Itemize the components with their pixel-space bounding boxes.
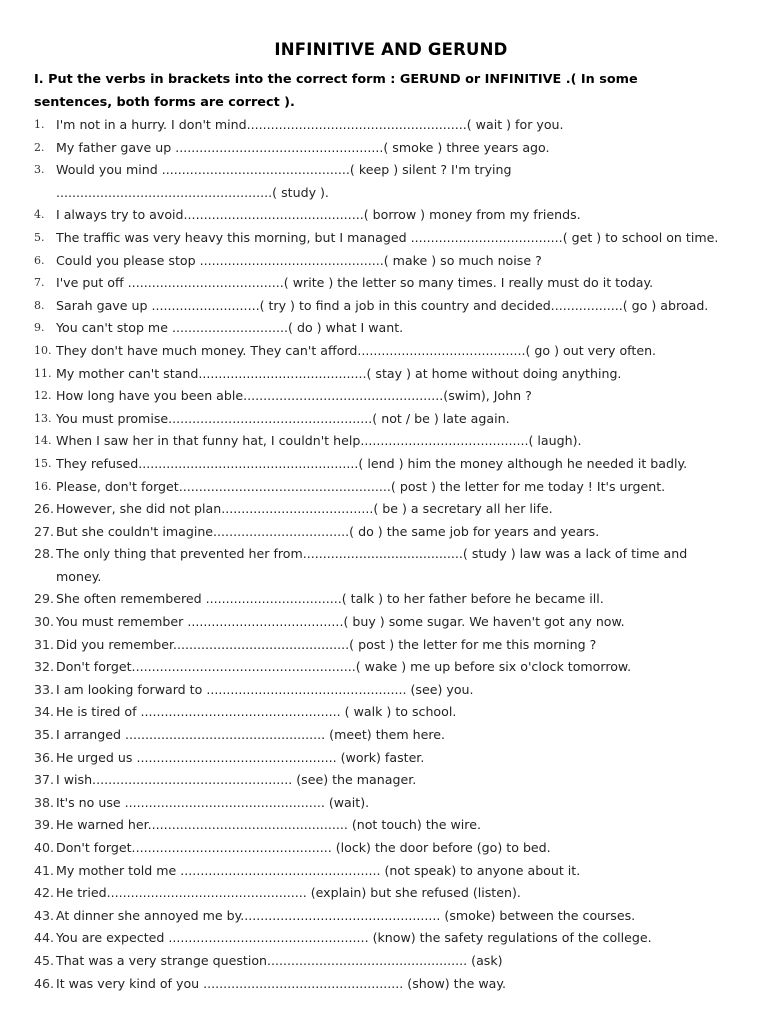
exercise-sentence: It was very kind of you .................................................. (show) the way. <box>56 975 507 991</box>
exercise-item <box>34 656 748 679</box>
exercise-sentence: He is tired of .................................................. ( walk ) to school. <box>56 704 457 720</box>
exercise-item <box>34 430 748 453</box>
exercise-number: 37. <box>34 772 55 788</box>
exercise-item <box>34 950 748 973</box>
exercise-number: 36. <box>34 749 55 765</box>
exercise-sentence: My mother told me .................................................. (not speak) to anyone about it. <box>56 862 581 878</box>
exercise-number: 13. <box>34 411 52 425</box>
exercise-number: 40. <box>34 840 55 855</box>
exercise-sentence: I've put off .......................................( write ) the letter so many times. I really must do it today. <box>56 275 654 291</box>
exercise-number: 4. <box>34 208 45 222</box>
exercise-number: 38. <box>34 794 55 810</box>
exercise-sentence: Sarah gave up ...........................( try ) to find a job in this country and decided..................( go ) abroad. <box>56 297 709 313</box>
exercise-item <box>34 385 748 408</box>
exercise-item <box>34 317 748 340</box>
exercise-item <box>34 860 748 883</box>
exercise-sentence: It's no use .................................................. (wait). <box>56 794 370 810</box>
exercise-item <box>34 905 748 928</box>
exercise-number: 16. <box>34 479 52 493</box>
exercise-number: 45. <box>34 952 55 968</box>
exercise-item <box>34 588 748 611</box>
exercise-sentence: I arranged .................................................. (meet) them here. <box>56 727 446 743</box>
exercise-sentence: You can't stop me .............................( do ) what I want. <box>56 320 404 336</box>
exercise-number: 6. <box>34 253 45 267</box>
exercise-item <box>34 747 748 770</box>
exercise-number: 5. <box>34 230 45 244</box>
exercise-sentence: My father gave up ....................................................( smoke ) three years ago. <box>56 139 550 155</box>
exercise-number: 31. <box>34 636 55 652</box>
exercise-sentence: She often remembered ..................................( talk ) to her father before he became ill. <box>56 591 604 607</box>
exercise-sentence: Please, don't forget.....................................................( post ) the letter for me today ! It's urgent. <box>56 478 666 494</box>
exercise-number: 39. <box>34 817 55 833</box>
exercise-sentence: I am looking forward to .................................................. (see) you. <box>56 681 474 697</box>
exercise-number: 15. <box>34 456 52 470</box>
exercise-sentence: The traffic was very heavy this morning, but I managed ......................................( get ) to school on time. <box>56 229 719 245</box>
exercise-sentence: Could you please stop ..............................................( make ) so much noise ? <box>56 252 542 268</box>
exercise-item <box>34 792 748 815</box>
exercise-item <box>34 769 748 792</box>
exercise-number: 34. <box>34 704 55 720</box>
exercise-sentence: How long have you been able..................................................(swim), John ? <box>56 388 532 404</box>
exercise-item <box>34 634 748 657</box>
exercise-number: 28. <box>34 546 55 562</box>
exercise-number: 32. <box>34 659 55 675</box>
exercise-number: 41. <box>34 862 55 878</box>
exercise-number: 14. <box>34 434 52 448</box>
exercise-sentence: You are expected .................................................. (know) the safety regulations of the college. <box>56 930 652 946</box>
exercise-item <box>34 543 748 588</box>
exercise-sentence: You must promise...................................................( not / be ) late again. <box>56 410 510 426</box>
exercise-number: 1. <box>34 118 45 131</box>
exercise-item <box>34 973 748 996</box>
exercise-item <box>34 159 748 204</box>
exercise-sentence: He warned her.................................................. (not touch) the wire. <box>56 817 481 833</box>
exercise-sentence: Did you remember............................................( post ) the letter for me this morning ? <box>56 636 597 652</box>
exercise-sentence: However, she did not plan......................................( be ) a secretary all her life. <box>56 501 553 517</box>
exercise-number: 43. <box>34 907 55 923</box>
exercise-sentence: At dinner she annoyed me by.................................................. (smoke) between the courses. <box>56 907 636 923</box>
exercise-item <box>34 227 748 250</box>
exercise-sentence: Don't forget.................................................. (lock) the door before (go) to bed. <box>56 840 551 855</box>
exercise-item <box>34 679 748 702</box>
exercise-item <box>34 114 748 137</box>
exercise-item <box>34 363 748 386</box>
exercise-sentence: Would you mind ...............................................( keep ) silent ? I'm trying ......................................................( study ). <box>56 162 512 200</box>
exercise-item <box>34 204 748 227</box>
exercise-sentence: I wish.................................................. (see) the manager. <box>56 772 417 788</box>
exercise-item <box>34 837 748 860</box>
exercise-item <box>34 476 748 499</box>
exercise-sentence: They don't have much money. They can't afford..........................................( go ) out very often. <box>56 342 657 358</box>
exercise-item <box>34 521 748 544</box>
exercise-number: 11. <box>34 366 52 380</box>
exercise-number: 35. <box>34 727 55 743</box>
exercise-number: 8. <box>34 298 45 312</box>
exercise-number: 29. <box>34 591 55 607</box>
exercise-sentence: But she couldn't imagine..................................( do ) the same job for years and years. <box>56 523 600 539</box>
exercise-list <box>34 114 748 995</box>
exercise-sentence: You must remember .......................................( buy ) some sugar. We haven't got any now. <box>56 614 625 630</box>
exercise-number: 9. <box>34 321 45 335</box>
exercise-number: 42. <box>34 885 55 901</box>
exercise-number: 33. <box>34 681 55 697</box>
exercise-sentence: He tried.................................................. (explain) but she refused (listen). <box>56 885 521 901</box>
exercise-number: 26. <box>34 501 55 517</box>
exercise-number: 3. <box>34 163 45 177</box>
exercise-number: 46. <box>34 975 55 991</box>
exercise-number: 12. <box>34 389 52 403</box>
exercise-item <box>34 724 748 747</box>
exercise-item <box>34 701 748 724</box>
exercise-sentence: I always try to avoid.............................................( borrow ) money from my friends. <box>56 207 581 223</box>
exercise-sentence: I'm not in a hurry. I don't mind.......................................................( wait ) for you. <box>56 117 564 132</box>
exercise-sentence: They refused.......................................................( lend ) him the money although he needed it badly. <box>56 455 688 471</box>
exercise-sentence: He urged us .................................................. (work) faster. <box>56 749 425 765</box>
exercise-item <box>34 408 748 431</box>
instruction-text: I. Put the verbs in brackets into the correct form : GERUND or INFINITIVE .( In some sentences, both forms are correct ). <box>34 72 638 110</box>
exercise-number: 44. <box>34 930 55 946</box>
exercise-item <box>34 340 748 363</box>
exercise-number: 30. <box>34 614 55 630</box>
exercise-sentence: My mother can't stand..........................................( stay ) at home without doing anything. <box>56 365 622 381</box>
exercise-number: 27. <box>34 523 55 539</box>
exercise-number: 7. <box>34 276 45 290</box>
page-title: INFINITIVE AND GERUND <box>274 40 508 59</box>
exercise-item <box>34 453 748 476</box>
exercise-sentence: Don't forget........................................................( wake ) me up before six o'clock tomorrow. <box>56 659 632 675</box>
exercise-item <box>34 250 748 273</box>
exercise-number: 10. <box>34 343 52 357</box>
exercise-sentence: The only thing that prevented her from........................................( study ) law was a lack of time and money. <box>56 546 688 584</box>
exercise-item <box>34 927 748 950</box>
exercise-item <box>34 498 748 521</box>
exercise-item <box>34 882 748 905</box>
exercise-sentence: That was a very strange question.................................................. (ask) <box>56 952 503 968</box>
exercise-sentence: When I saw her in that funny hat, I couldn't help..........................................( laugh). <box>56 433 582 449</box>
exercise-item <box>34 611 748 634</box>
exercise-item <box>34 295 748 318</box>
exercise-item <box>34 137 748 160</box>
exercise-item <box>34 272 748 295</box>
exercise-number: 2. <box>34 140 45 154</box>
exercise-item <box>34 814 748 837</box>
